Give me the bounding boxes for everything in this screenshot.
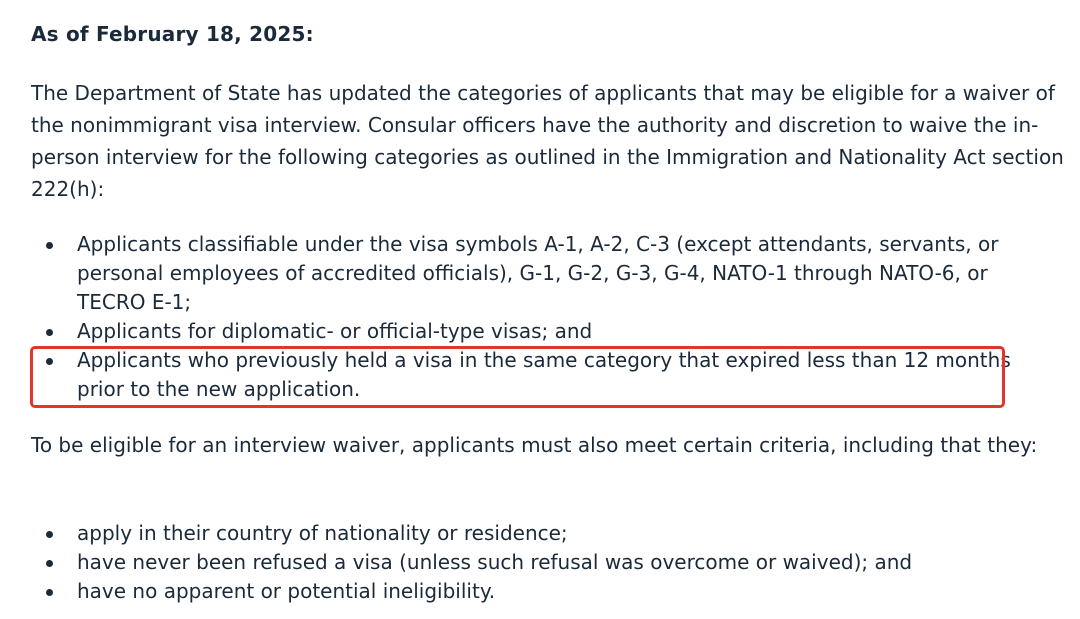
list-item: [31, 577, 1051, 606]
list-item: [31, 548, 1051, 577]
bullet-icon: [46, 560, 53, 567]
list-item-text: Applicants classifiable under the visa symbols A-1, A-2, C-3 (except attendants, servants, or personal employees of accredited officials), G-1, G-2, G-3, G-4, NATO-1 through NATO-6, or TECRO E-1;: [77, 232, 999, 314]
list-item-text: have never been refused a visa (unless such refusal was overcome or waived); and: [77, 550, 913, 574]
list-item-text: Applicants who previously held a visa in the same category that expired less than 12 months prior to the new application.: [77, 348, 1011, 401]
list-item: [31, 346, 1051, 404]
bullet-icon: [46, 358, 53, 365]
bullet-icon: [46, 242, 53, 249]
list-item: [31, 317, 1051, 346]
criteria-intro-paragraph: To be eligible for an interview waiver, applicants must also meet certain criteria, including that they:: [31, 433, 1038, 457]
list-item: [31, 230, 1051, 317]
bullet-icon: [46, 531, 53, 538]
waiver-categories-list: [31, 230, 1051, 404]
list-item-text: have no apparent or potential ineligibility.: [77, 579, 496, 603]
bullet-icon: [46, 329, 53, 336]
notice-date-heading: As of February 18, 2025:: [31, 22, 314, 46]
list-item-text: apply in their country of nationality or residence;: [77, 521, 568, 545]
list-item: [31, 519, 1051, 548]
list-item-text: Applicants for diplomatic- or official-type visas; and: [77, 319, 593, 343]
eligibility-criteria-list: [31, 519, 1051, 606]
bullet-icon: [46, 589, 53, 596]
intro-paragraph: The Department of State has updated the categories of applicants that may be eligible for a waiver of the nonimmigrant visa interview. Consular officers have the authority and discretion to waive the in-person interview for the following categories as outlined in the Immigration and Nationality Act section 222(h):: [31, 81, 1064, 201]
